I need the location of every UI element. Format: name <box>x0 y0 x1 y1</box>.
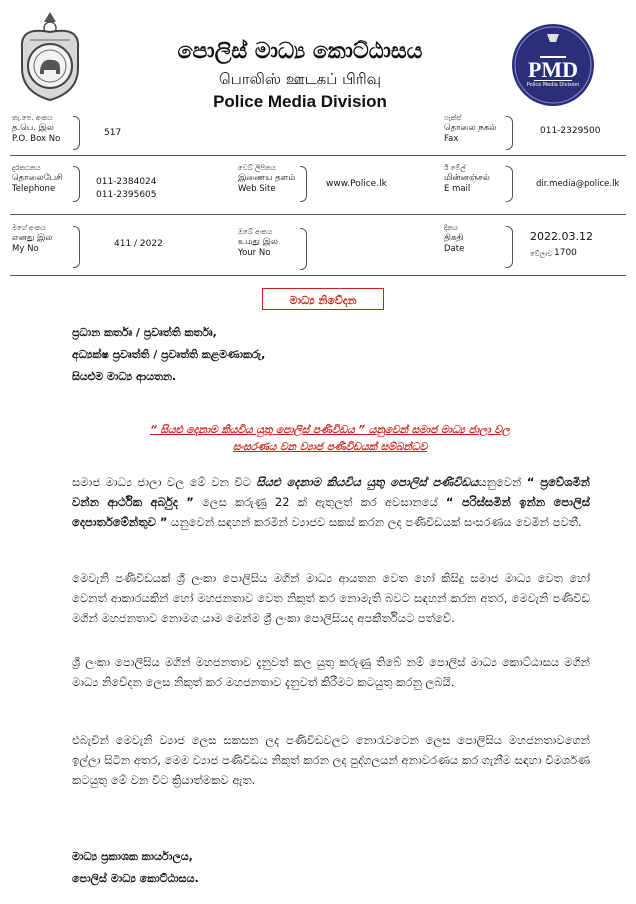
telephone-value-2: 011-2395605 <box>96 190 157 200</box>
my-no-brace <box>73 226 80 268</box>
subject-line-2: සංසරණය වන ව්‍යාජ පණිවිඩයක් සම්බන්ධව <box>232 441 428 453</box>
telephone-label: දුරකථනය தொலைபேசி Telephone <box>12 164 63 194</box>
email-label: ඊ මේල් மின்னஞ்சல் E mail <box>444 164 490 194</box>
my-no-label: මගේ අංකය எனது இல My No <box>12 224 53 254</box>
paragraph-4: එබැවින් මෙවැනි ව්‍යාජ ලෙස සකසන ලද පණිවිඩවලට නොරැවටෙන ලෙස පොලිසිය මහජනතාවගෙන් ඉල්ලා සිටින අතර, මෙම ව්‍යාජ පණිවිඩය නිකුත් කරන ලද පුද්ගලයන් අනාවරණය කර ගැනීම සඳහා විමර්ශණ කටයුතු මේ වන විට ක්‍රියාත්මකව ඇත. <box>72 733 590 787</box>
subject <box>60 422 600 456</box>
fax-brace <box>506 116 513 150</box>
date-value: 2022.03.12 <box>530 230 593 243</box>
time-label: වේලාව <box>530 250 553 258</box>
sri-lanka-police-emblem-icon <box>12 8 88 104</box>
doc-type-box <box>262 288 384 310</box>
telephone-value-1: 011-2384024 <box>96 177 157 187</box>
title-sinhala: පොලිස් මාධ්‍ය කොට්ඨාසය <box>177 38 423 64</box>
signature <box>72 846 199 890</box>
email-value[interactable]: dir.media@police.lk <box>536 179 620 189</box>
pmd-logo-text: PMD <box>527 57 579 82</box>
divider-2 <box>10 214 626 215</box>
subject-line-1: “ සියළු දෙනාම කියවිය යුතු පොලිස් පණිවිඩය ” යනුවෙන් සමාජ මාධ්‍ය ජාලා වල <box>150 424 510 436</box>
recipient-line: අධ්‍යක්ෂ ප්‍රවෘත්ති / ප්‍රවෘත්ති කළමණාකරු, <box>72 348 266 361</box>
date-label: දිනය திகதி Date <box>444 224 465 254</box>
title-english: Police Media Division <box>213 92 387 111</box>
pobox-brace <box>73 116 80 150</box>
recipients <box>72 322 472 388</box>
paragraph-2: මෙවැනි පණිවිඩයක් ශ්‍රී ලංකා පොලිසිය මගින් මාධ්‍ය ආයතන වෙත හෝ කිසිදු සමාජ මාධ්‍ය වෙත හෝ වෙනත් ආකාරයකින් හෝ මහජනතාව වෙත නිකුත් කර නොමැති බවට සඳහන් කරන අතර, මෙවැනි පණිවිඩ මගින් මහජනතාව නොමග යාම මෙන්ම ශ්‍රී ලංකා පොලිසියද අපකීර්තියට පත්වේ. <box>72 571 590 625</box>
signature-line-1: මාධ්‍ය ප්‍රකාශක කාර්යාලය, <box>72 850 193 863</box>
paragraph-3: ශ්‍රී ලංකා පොලිසිය මගින් මහජනතාව දැනුවත් කල යුතු කරුණු තිබේ නම් පොලිස් මාධ්‍ය කොට්ඨාසය මගින් මාධ්‍ය නිවේදන ලෙස නිකුත් කර මහජනතාව දැනුවත් කිරීමට කටයුතු කරනු ලබයි. <box>72 655 590 689</box>
pmd-logo-subtext: Police Media Division <box>526 82 580 88</box>
recipient-line: ප්‍රධාන කර්තෘ / ප්‍රවෘත්ති කර්තෘ, <box>72 326 217 339</box>
fax-value: 011-2329500 <box>540 126 601 136</box>
pobox-label: තැ.පෙ. අංකය த.பெ. இல P.O. Box No <box>12 114 61 144</box>
your-no-brace <box>300 228 307 270</box>
fax-label: ෆැක්ස් தொலை நகல் Fax <box>444 114 497 144</box>
website-value[interactable]: www.Police.lk <box>326 179 387 189</box>
police-emblem <box>12 8 88 104</box>
my-no-value: 411 / 2022 <box>114 239 163 249</box>
date-brace <box>506 226 513 268</box>
signature-line-2: පොලිස් මාධ්‍ය කොට්ඨාසය. <box>72 872 199 885</box>
telephone-brace <box>73 166 80 202</box>
title-tamil: பொலிஸ் ஊடகப் பிரிவு <box>218 70 381 88</box>
website-brace <box>300 166 307 202</box>
pmd-logo <box>510 22 596 108</box>
email-brace <box>506 166 513 202</box>
recipient-line: සියළුම මාධ්‍ය ආයතන. <box>72 370 177 383</box>
pobox-value: 517 <box>104 128 122 138</box>
divider-3 <box>10 275 626 276</box>
time-value: 1700 <box>554 248 577 258</box>
divider-1 <box>10 155 626 156</box>
doc-type-label: මාධ්‍ය නිවේදන <box>289 294 357 307</box>
website-label: වෙබ් ලිපිනය இணைய தளம் Web Site <box>238 164 296 194</box>
paragraph-1: සමාජ මාධ්‍ය ජාලා වල මේ වන විට සියළු දෙනාම කියවිය යුතු පොලිස් පණිවිඩයයනුවෙන් “ ප්‍රවේශමින් වන්න ආර්ථික අර්බුද ” ලෙස කරුණු 22 ක් ඇතුලත් කර අවසානයේ “ පරිස්සමින් ඉන්න පොලිස් දෙපාර්තමේන්තුව ” යනුවෙන් සඳහන් කරමින් ව්‍යාජව සකස් කරන ලද පණිවිඩයක් සංසරණය වෙමින් පවතී. <box>72 475 591 529</box>
your-no-label: ඔබේ අංකය உமது இல Your No <box>238 228 278 258</box>
